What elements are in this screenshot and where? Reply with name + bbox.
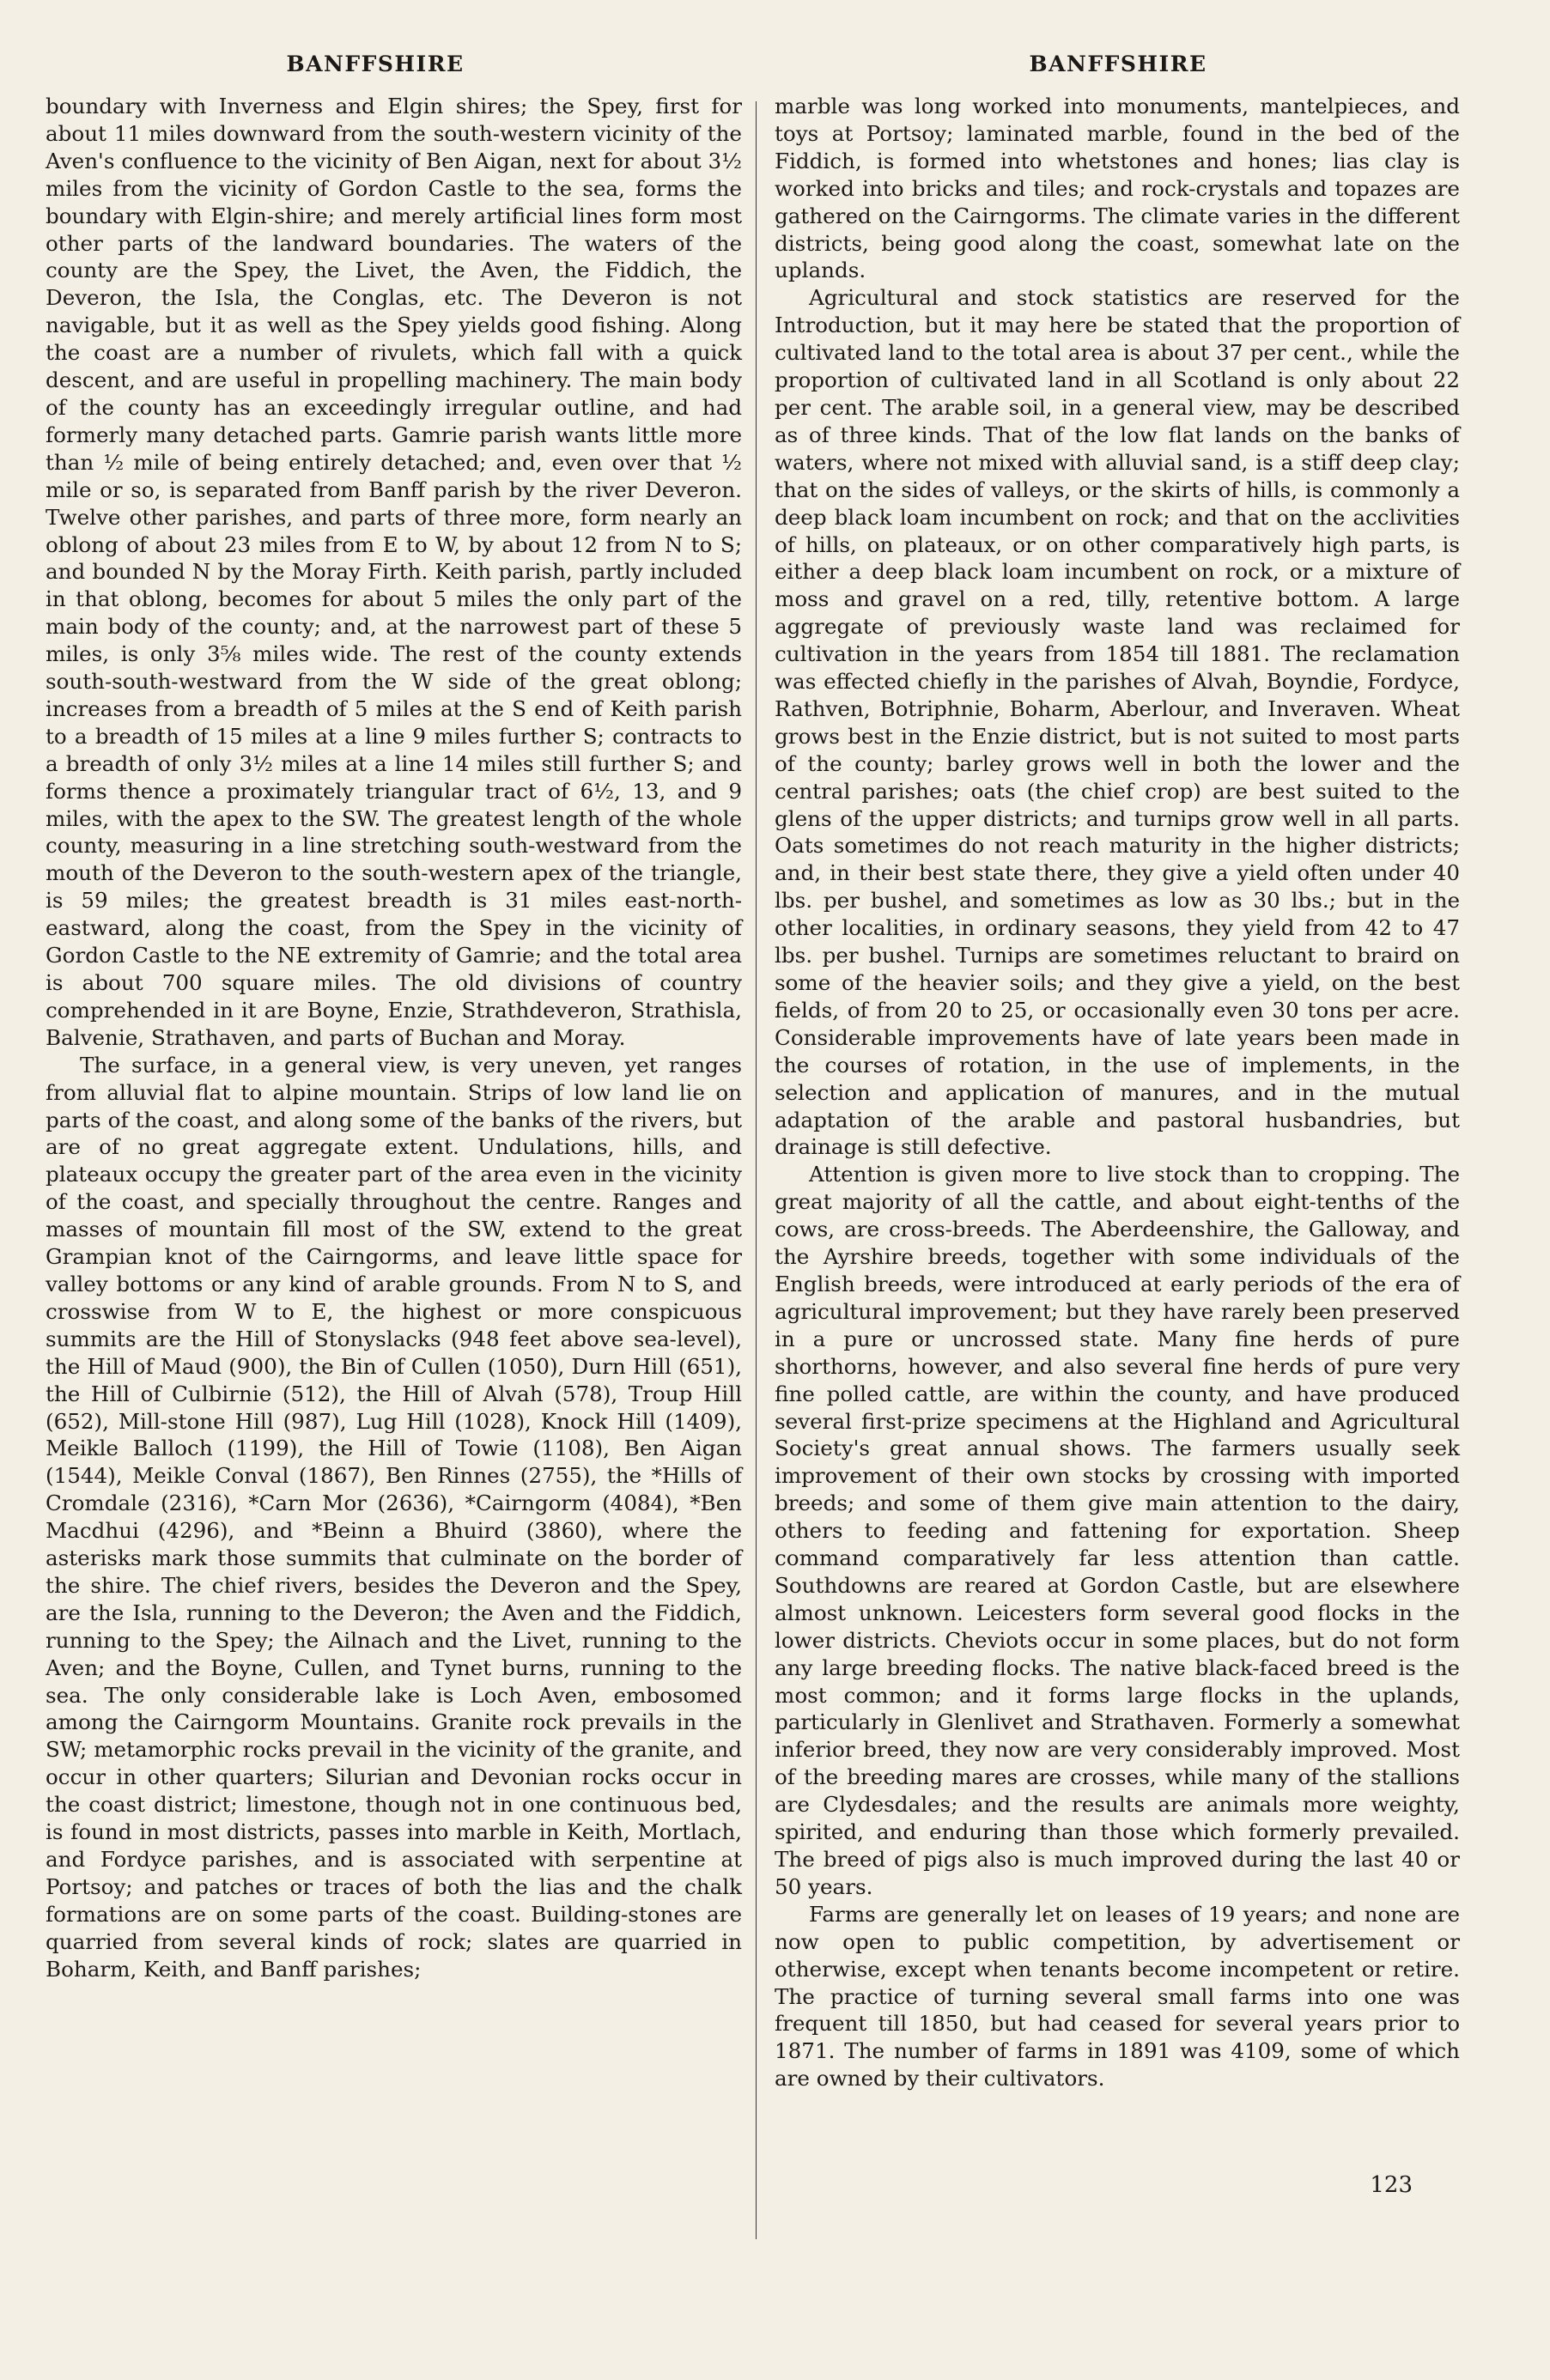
left-paragraph-1: boundary with Inverness and Elgin shires; the Spey, first for about 11 miles downward from the south-western vicinity of the Aven's confluence to the vicinity of Ben Aigan, next for about 3½ miles from the vicinity of Gordon Castle to the sea, forms the boundary with Elgin-shire; and merely artificial lines form most other parts of the landward boundaries. The waters of the county are the Spey, the Livet, the Aven, the Fiddich, the Deveron, the Isla, the Conglas, etc. The Deveron is not navigable, but it as well as the Spey yields good fishing. Along the coast are a number of rivulets, which fall with a quick descent, and are useful in propelling machinery. The main body of the county has an exceedingly irregular outline, and had formerly many detached parts. Gamrie parish wants little more than ½ mile of being entirely detached; and, even over that ½ mile or so, is separated from Banff parish by the river Deveron. Twelve other parishes, and parts of three more, form nearly an oblong of about 23 miles from E to W, by about 12 from N to S; and bounded N by the Moray Firth. Keith parish, partly included in that oblong, becomes for about 5 miles the only part of the main body of the county; and, at the narrowest part of these 5 miles, is only 3⅝ miles wide. The rest of the county extends south-south-westward from the W side of the great oblong; increases from a breadth of 5 miles at the S end of Keith parish to a breadth of 15 miles at a line 9 miles further S; contracts to a breadth of only 3½ miles at a line 14 miles still further S; and forms thence a proximately triangular tract of 6½, 13, and 9 miles, with the apex to the SW. The greatest length of the whole county, measuring in a line stretching south-westward from the mouth of the Deveron to the south-western apex of the triangle, is 59 miles; the greatest breadth is 31 miles east-north-eastward, along the coast, from the Spey in the vicinity of Gordon Castle to the NE extremity of Gamrie; and the total area is about 700 square miles. The old divisions of country comprehended in it are Boyne, Enzie, Strathdeveron, Strathisla, Balvenie, Strathaven, and parts of Buchan and Moray.: [46, 94, 742, 1050]
right-paragraph-1: marble was long worked into monuments, mantelpieces, and toys at Portsoy; laminated marble, found in the bed of the Fiddich, is formed into whetstones and hones; lias clay is worked into bricks and tiles; and rock-crystals and topazes are gathered on the Cairngorms. The climate varies in the different districts, being good along the coast, somewhat late on the uplands.: [775, 94, 1460, 283]
right-column: [775, 93, 1460, 2092]
running-head-left: BANFFSHIRE: [286, 52, 465, 76]
right-paragraph-4: Farms are generally let on leases of 19 years; and none are now open to public competition, by advertisement or otherwise, except when tenants become incompetent or retire. The practice of turning several small farms into one was frequent till 1850, but had ceased for several years prior to 1871. The number of farms in 1891 was 4109, some of which are owned by their cultivators.: [775, 1901, 1460, 2092]
left-paragraph-2: The surface, in a general view, is very uneven, yet ranges from alluvial flat to alpine mountain. Strips of low land lie on parts of the coast, and along some of the banks of the rivers, but are of no great aggregate extent. Undulations, hills, and plateaux occupy the greater part of the area even in the vicinity of the coast, and specially throughout the centre. Ranges and masses of mountain fill most of the SW, extend to the great Grampian knot of the Cairngorms, and leave little space for valley bottoms or any kind of arable grounds. From N to S, and crosswise from W to E, the highest or more conspicuous summits are the Hill of Stonyslacks (948 feet above sea-level), the Hill of Maud (900), the Bin of Cullen (1050), Durn Hill (651), the Hill of Culbirnie (512), the Hill of Alvah (578), Troup Hill (652), Mill-stone Hill (987), Lug Hill (1028), Knock Hill (1409), Meikle Balloch (1199), the Hill of Towie (1108), Ben Aigan (1544), Meikle Conval (1867), Ben Rinnes (2755), the *Hills of Cromdale (2316), *Carn Mor (2636), *Cairngorm (4084), *Ben Macdhui (4296), and *Beinn a Bhuird (3860), where the asterisks mark those summits that culminate on the border of the shire. The chief rivers, besides the Deveron and the Spey, are the Isla, running to the Deveron; the Aven and the Fiddich, running to the Spey; the Ailnach and the Livet, running to the Aven; and the Boyne, Cullen, and Tynet burns, running to the sea. The only considerable lake is Loch Aven, embosomed among the Cairngorm Mountains. Granite rock prevails in the SW; metamorphic rocks prevail in the vicinity of the granite, and occur in other quarters; Silurian and Devonian rocks occur in the coast district; limestone, though not in one continuous bed, is found in most districts, passes into marble in Keith, Mortlach, and Fordyce parishes, and is associated with serpentine at Portsoy; and patches or traces of both the lias and the chalk formations are on some parts of the coast. Building-stones are quarried from several kinds of rock; slates are quarried in Boharm, Keith, and Banff parishes;: [46, 1052, 742, 1982]
right-paragraph-2: Agricultural and stock statistics are reserved for the Introduction, but it may here be stated that the proportion of cultivated land to the total area is about 37 per cent., while the proportion of cultivated land in all Scotland is only about 22 per cent. The arable soil, in a general view, may be described as of three kinds. That of the low flat lands on the banks of waters, where not mixed with alluvial sand, is a stiff deep clay; that on the sides of valleys, or the skirts of hills, is commonly a deep black loam incumbent on rock; and that on the acclivities of hills, on plateaux, or on other comparatively high parts, is either a deep black loam incumbent on rock, or a mixture of moss and gravel on a red, tilly, retentive bottom. A large aggregate of previously waste land was reclaimed for cultivation in the years from 1854 till 1881. The reclamation was effected chiefly in the parishes of Alvah, Boyndie, Fordyce, Rathven, Botriphnie, Boharm, Aberlour, and Inveraven. Wheat grows best in the Enzie district, but is not suited to most parts of the county; barley grows well in both the lower and the central parishes; oats (the chief crop) are best suited to the glens of the upper districts; and turnips grow well in all parts. Oats sometimes do not reach maturity in the higher districts; and, in their best state there, they give a yield often under 40 lbs. per bushel, and sometimes as low as 30 lbs.; but in the other localities, in ordinary seasons, they yield from 42 to 47 lbs. per bushel. Turnips are sometimes reluctant to braird on some of the heavier soils; and they give a yield, on the best fields, of from 20 to 25, or occasionally even 30 tons per acre. Considerable improvements have of late years been made in the courses of rotation, in the use of implements, in the selection and application of manures, and in the mutual adaptation of the arable and pastoral husbandries, but drainage is still defective.: [775, 285, 1460, 1160]
left-column: [46, 93, 742, 1983]
running-head-right: BANFFSHIRE: [1029, 52, 1207, 76]
page-number: 123: [1370, 2172, 1413, 2198]
right-paragraph-3: Attention is given more to live stock than to cropping. The great majority of all the cattle, and about eight-tenths of the cows, are cross-breeds. The Aberdeenshire, the Galloway, and the Ayrshire breeds, together with some individuals of the English breeds, were introduced at early periods of the era of agricultural improvement; but they have rarely been preserved in a pure or uncrossed state. Many fine herds of pure shorthorns, however, and also several fine herds of pure very fine polled cattle, are within the county, and have produced several first-prize specimens at the Highland and Agricultural Society's great annual shows. The farmers usually seek improvement of their own stocks by crossing with imported breeds; and some of them give main attention to the dairy, others to feeding and fattening for exportation. Sheep command comparatively far less attention than cattle. Southdowns are reared at Gordon Castle, but are elsewhere almost unknown. Leicesters form several good flocks in the lower districts. Cheviots occur in some places, but do not form any large breeding flocks. The native black-faced breed is the most common; and it forms large flocks in the uplands, particularly in Glenlivet and Strathaven. Formerly a somewhat inferior breed, they now are very considerably improved. Most of the breeding mares are crosses, while many of the stallions are Clydesdales; and the results are animals more weighty, spirited, and enduring than those which formerly prevailed. The breed of pigs also is much improved during the last 40 or 50 years.: [775, 1162, 1460, 1899]
column-divider: [756, 101, 757, 2239]
